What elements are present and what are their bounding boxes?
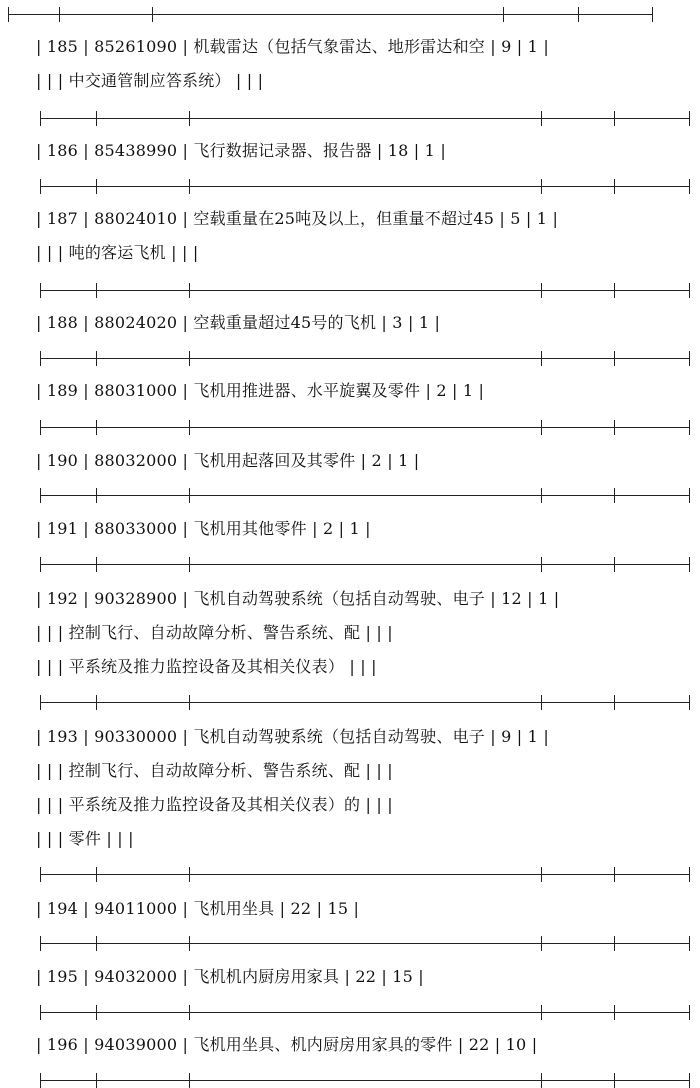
table-rule bbox=[40, 1080, 690, 1081]
table-row-line: | 191 | 88033000 | 飞机用其他零件 | 2 | 1 | bbox=[36, 519, 371, 538]
rule-tick bbox=[541, 488, 542, 503]
rule-tick bbox=[189, 936, 190, 951]
table-rule bbox=[40, 874, 690, 875]
rule-tick bbox=[96, 111, 97, 126]
rule-tick bbox=[614, 420, 615, 435]
table-row-line: | 189 | 88031000 | 飞机用推进器、水平旋翼及零件 | 2 | 1 | bbox=[36, 381, 485, 400]
rule-tick bbox=[96, 179, 97, 194]
rule-tick bbox=[614, 351, 615, 366]
rule-tick bbox=[689, 420, 690, 435]
rule-tick bbox=[96, 283, 97, 298]
rule-tick bbox=[614, 179, 615, 194]
rule-tick bbox=[614, 283, 615, 298]
rule-tick bbox=[96, 351, 97, 366]
table-row-line: | | | 吨的客运飞机 | | | bbox=[36, 243, 199, 262]
table-row-line: | 193 | 90330000 | 飞机自动驾驶系统（包括自动驾驶、电子 | 9 | 1 | bbox=[36, 727, 549, 746]
rule-tick bbox=[614, 488, 615, 503]
table-row-line: | 186 | 85438990 | 飞行数据记录器、报告器 | 18 | 1 | bbox=[36, 141, 446, 160]
rule-tick bbox=[189, 351, 190, 366]
rule-tick bbox=[689, 283, 690, 298]
rule-tick bbox=[541, 1005, 542, 1020]
table-row-line: | 194 | 94011000 | 飞机用坐具 | 22 | 15 | bbox=[36, 899, 360, 918]
table-row-line: | | | 平系统及推力监控设备及其相关仪表） | | | bbox=[36, 657, 377, 676]
rule-tick bbox=[96, 867, 97, 882]
table-row-line: | 187 | 88024010 | 空载重量在25吨及以上，但重量不超过45 | 5 | 1 | bbox=[36, 209, 559, 228]
rule-tick bbox=[541, 283, 542, 298]
rule-tick bbox=[40, 557, 41, 572]
rule-tick bbox=[152, 7, 153, 22]
rule-tick bbox=[541, 351, 542, 366]
table-rule bbox=[40, 1012, 690, 1013]
rule-tick bbox=[189, 695, 190, 710]
rule-tick bbox=[541, 936, 542, 951]
rule-tick bbox=[189, 283, 190, 298]
rule-tick bbox=[689, 557, 690, 572]
rule-tick bbox=[689, 936, 690, 951]
rule-tick bbox=[689, 488, 690, 503]
table-row-line: | 190 | 88032000 | 飞机用起落回及其零件 | 2 | 1 | bbox=[36, 451, 420, 470]
rule-tick bbox=[541, 111, 542, 126]
table-row-line: | | | 控制飞行、自动故障分析、警告系统、配 | | | bbox=[36, 623, 393, 642]
table-row-line: | 196 | 94039000 | 飞机用坐具、机内厨房用家具的零件 | 22 | 10 | bbox=[36, 1035, 538, 1054]
table-row-line: | 195 | 94032000 | 飞机机内厨房用家具 | 22 | 15 | bbox=[36, 967, 424, 986]
rule-tick bbox=[96, 557, 97, 572]
rule-tick bbox=[40, 283, 41, 298]
table-rule bbox=[8, 14, 652, 15]
rule-tick bbox=[189, 420, 190, 435]
rule-tick bbox=[503, 7, 504, 22]
rule-tick bbox=[689, 111, 690, 126]
rule-tick bbox=[96, 1005, 97, 1020]
rule-tick bbox=[689, 1005, 690, 1020]
rule-tick bbox=[40, 420, 41, 435]
rule-tick bbox=[541, 695, 542, 710]
rule-tick bbox=[96, 936, 97, 951]
rule-tick bbox=[614, 936, 615, 951]
rule-tick bbox=[96, 420, 97, 435]
rule-tick bbox=[689, 351, 690, 366]
rule-tick bbox=[40, 351, 41, 366]
table-row-line: | 188 | 88024020 | 空载重量超过45号的飞机 | 3 | 1 | bbox=[36, 313, 441, 332]
table-row-line: | | | 中交通管制应答系统） | | | bbox=[36, 71, 264, 90]
rule-tick bbox=[59, 7, 60, 22]
table-row-line: | 185 | 85261090 | 机载雷达（包括气象雷达、地形雷达和空 | 9 | 1 | bbox=[36, 37, 549, 56]
rule-tick bbox=[189, 1005, 190, 1020]
rule-tick bbox=[8, 7, 9, 22]
rule-tick bbox=[652, 7, 653, 22]
rule-tick bbox=[40, 1005, 41, 1020]
rule-tick bbox=[541, 557, 542, 572]
rule-tick bbox=[614, 695, 615, 710]
rule-tick bbox=[96, 695, 97, 710]
rule-tick bbox=[614, 557, 615, 572]
table-rule bbox=[40, 427, 690, 428]
table-rule bbox=[40, 702, 690, 703]
rule-tick bbox=[541, 867, 542, 882]
rule-tick bbox=[189, 867, 190, 882]
rule-tick bbox=[689, 867, 690, 882]
rule-tick bbox=[689, 695, 690, 710]
rule-tick bbox=[614, 111, 615, 126]
rule-tick bbox=[541, 179, 542, 194]
table-rule bbox=[40, 943, 690, 944]
rule-tick bbox=[40, 695, 41, 710]
rule-tick bbox=[614, 1005, 615, 1020]
table-row-line: | 192 | 90328900 | 飞机自动驾驶系统（包括自动驾驶、电子 | 12 | 1 | bbox=[36, 589, 560, 608]
rule-tick bbox=[189, 179, 190, 194]
rule-tick bbox=[614, 867, 615, 882]
rule-tick bbox=[189, 488, 190, 503]
table-row-line: | | | 零件 | | | bbox=[36, 829, 134, 848]
rule-tick bbox=[40, 867, 41, 882]
table-row-line: | | | 平系统及推力监控设备及其相关仪表）的 | | | bbox=[36, 795, 393, 814]
table-rule bbox=[40, 290, 690, 291]
rule-tick bbox=[189, 557, 190, 572]
table-rule bbox=[40, 186, 690, 187]
table-rule bbox=[40, 358, 690, 359]
table-rule bbox=[40, 118, 690, 119]
table-rule bbox=[40, 564, 690, 565]
table-rule bbox=[40, 495, 690, 496]
rule-tick bbox=[96, 488, 97, 503]
rule-tick bbox=[40, 488, 41, 503]
rule-tick bbox=[40, 111, 41, 126]
rule-tick bbox=[578, 7, 579, 22]
rule-tick bbox=[541, 420, 542, 435]
rule-tick bbox=[189, 111, 190, 126]
table-row-line: | | | 控制飞行、自动故障分析、警告系统、配 | | | bbox=[36, 761, 393, 780]
rule-tick bbox=[40, 936, 41, 951]
rule-tick bbox=[40, 179, 41, 194]
rule-tick bbox=[689, 179, 690, 194]
